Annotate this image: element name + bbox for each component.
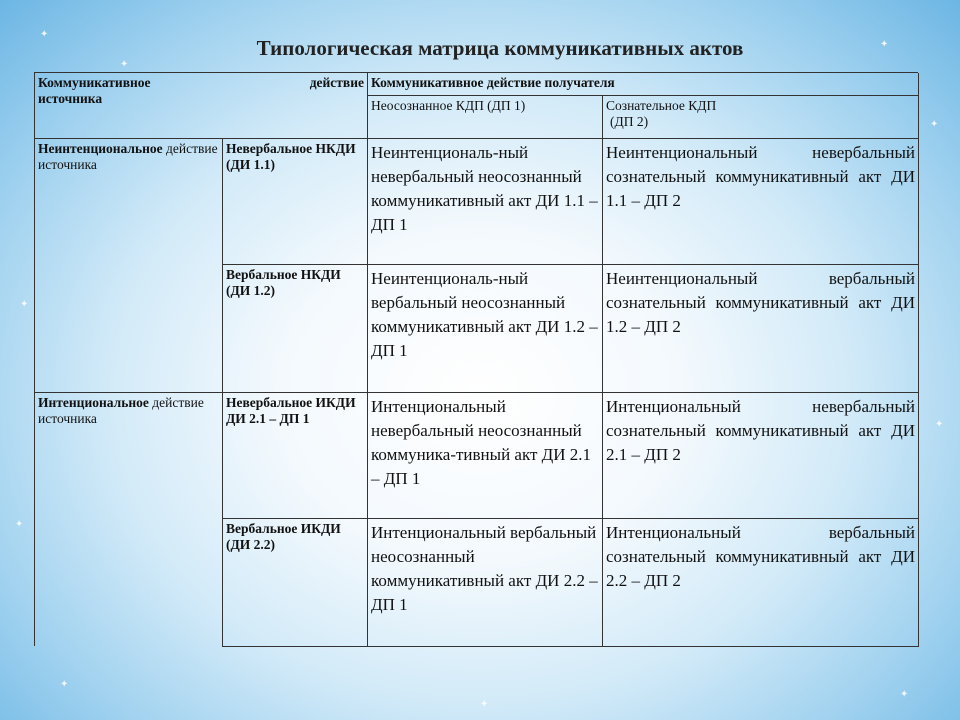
conscious-cell: Неинтенциональный вербальный сознательный коммуникативный акт ДИ 1.2 – ДП 2 <box>603 264 919 392</box>
source-action-word: Коммуникативное <box>38 75 151 90</box>
conscious-header <box>603 95 919 138</box>
star-icon: ✦ <box>900 689 909 700</box>
action-type-cell: Невербальное ИКДИ ДИ 2.1 – ДП 1 <box>223 392 368 518</box>
source-action-word: действие <box>309 75 364 90</box>
matrix-table <box>34 73 919 647</box>
table-header-row <box>35 73 919 95</box>
source-type-rest: действие источника <box>38 394 204 426</box>
conscious-header-line: Сознательное КДП <box>606 97 717 113</box>
source-type-cell <box>35 392 223 646</box>
star-icon: ✦ <box>480 699 489 710</box>
star-icon: ✦ <box>60 679 69 690</box>
source-type-bold: Неинтенциональное <box>38 140 163 156</box>
source-type-cell <box>35 138 223 392</box>
conscious-cell: Интенциональный вербальный сознательный коммуникативный акт ДИ 2.2 – ДП 2 <box>603 518 919 646</box>
unconscious-cell: Интенциональный невербальный неосознанный коммуника-тивный акт ДИ 2.1 – ДП 1 <box>368 392 603 518</box>
star-icon: ✦ <box>15 519 24 530</box>
star-icon: ✦ <box>880 39 889 50</box>
unconscious-header: Неосознанное КДП (ДП 1) <box>368 95 603 138</box>
unconscious-cell: Неинтенциональ-ный вербальный неосознанный коммуникативный акт ДИ 1.2 – ДП 1 <box>368 264 603 392</box>
star-icon: ✦ <box>120 59 129 70</box>
action-type-cell: Вербальное ИКДИ (ДИ 2.2) <box>223 518 368 646</box>
conscious-cell: Неинтенциональный невербальный сознательный коммуникативный акт ДИ 1.1 – ДП 2 <box>603 138 919 264</box>
unconscious-cell: Неинтенциональ-ный невербальный неосознанный коммуникативный акт ДИ 1.1 – ДП 1 <box>368 138 603 264</box>
source-action-word: источника <box>38 91 103 106</box>
conscious-cell: Интенциональный невербальный сознательный коммуникативный акт ДИ 2.1 – ДП 2 <box>603 392 919 518</box>
star-icon: ✦ <box>20 299 29 310</box>
action-type-cell: Вербальное НКДИ (ДИ 1.2) <box>223 264 368 392</box>
table-row <box>35 392 919 518</box>
star-icon: ✦ <box>930 119 939 130</box>
source-action-header <box>35 73 368 138</box>
star-icon: ✦ <box>40 29 49 40</box>
unconscious-cell: Интенциональный вербальный неосознанный коммуникативный акт ДИ 2.2 – ДП 1 <box>368 518 603 646</box>
action-type-cell: Невербальное НКДИ (ДИ 1.1) <box>223 138 368 264</box>
table-row <box>35 138 919 264</box>
source-type-bold: Интенциональное <box>38 394 149 410</box>
source-type-rest: действие источника <box>38 140 218 172</box>
page-title: Типологическая матрица коммуникативных актов <box>256 36 744 60</box>
conscious-header-line: (ДП 2) <box>610 113 649 129</box>
star-icon: ✦ <box>935 419 944 430</box>
receiver-action-header: Коммуникативное действие получателя <box>368 73 919 95</box>
